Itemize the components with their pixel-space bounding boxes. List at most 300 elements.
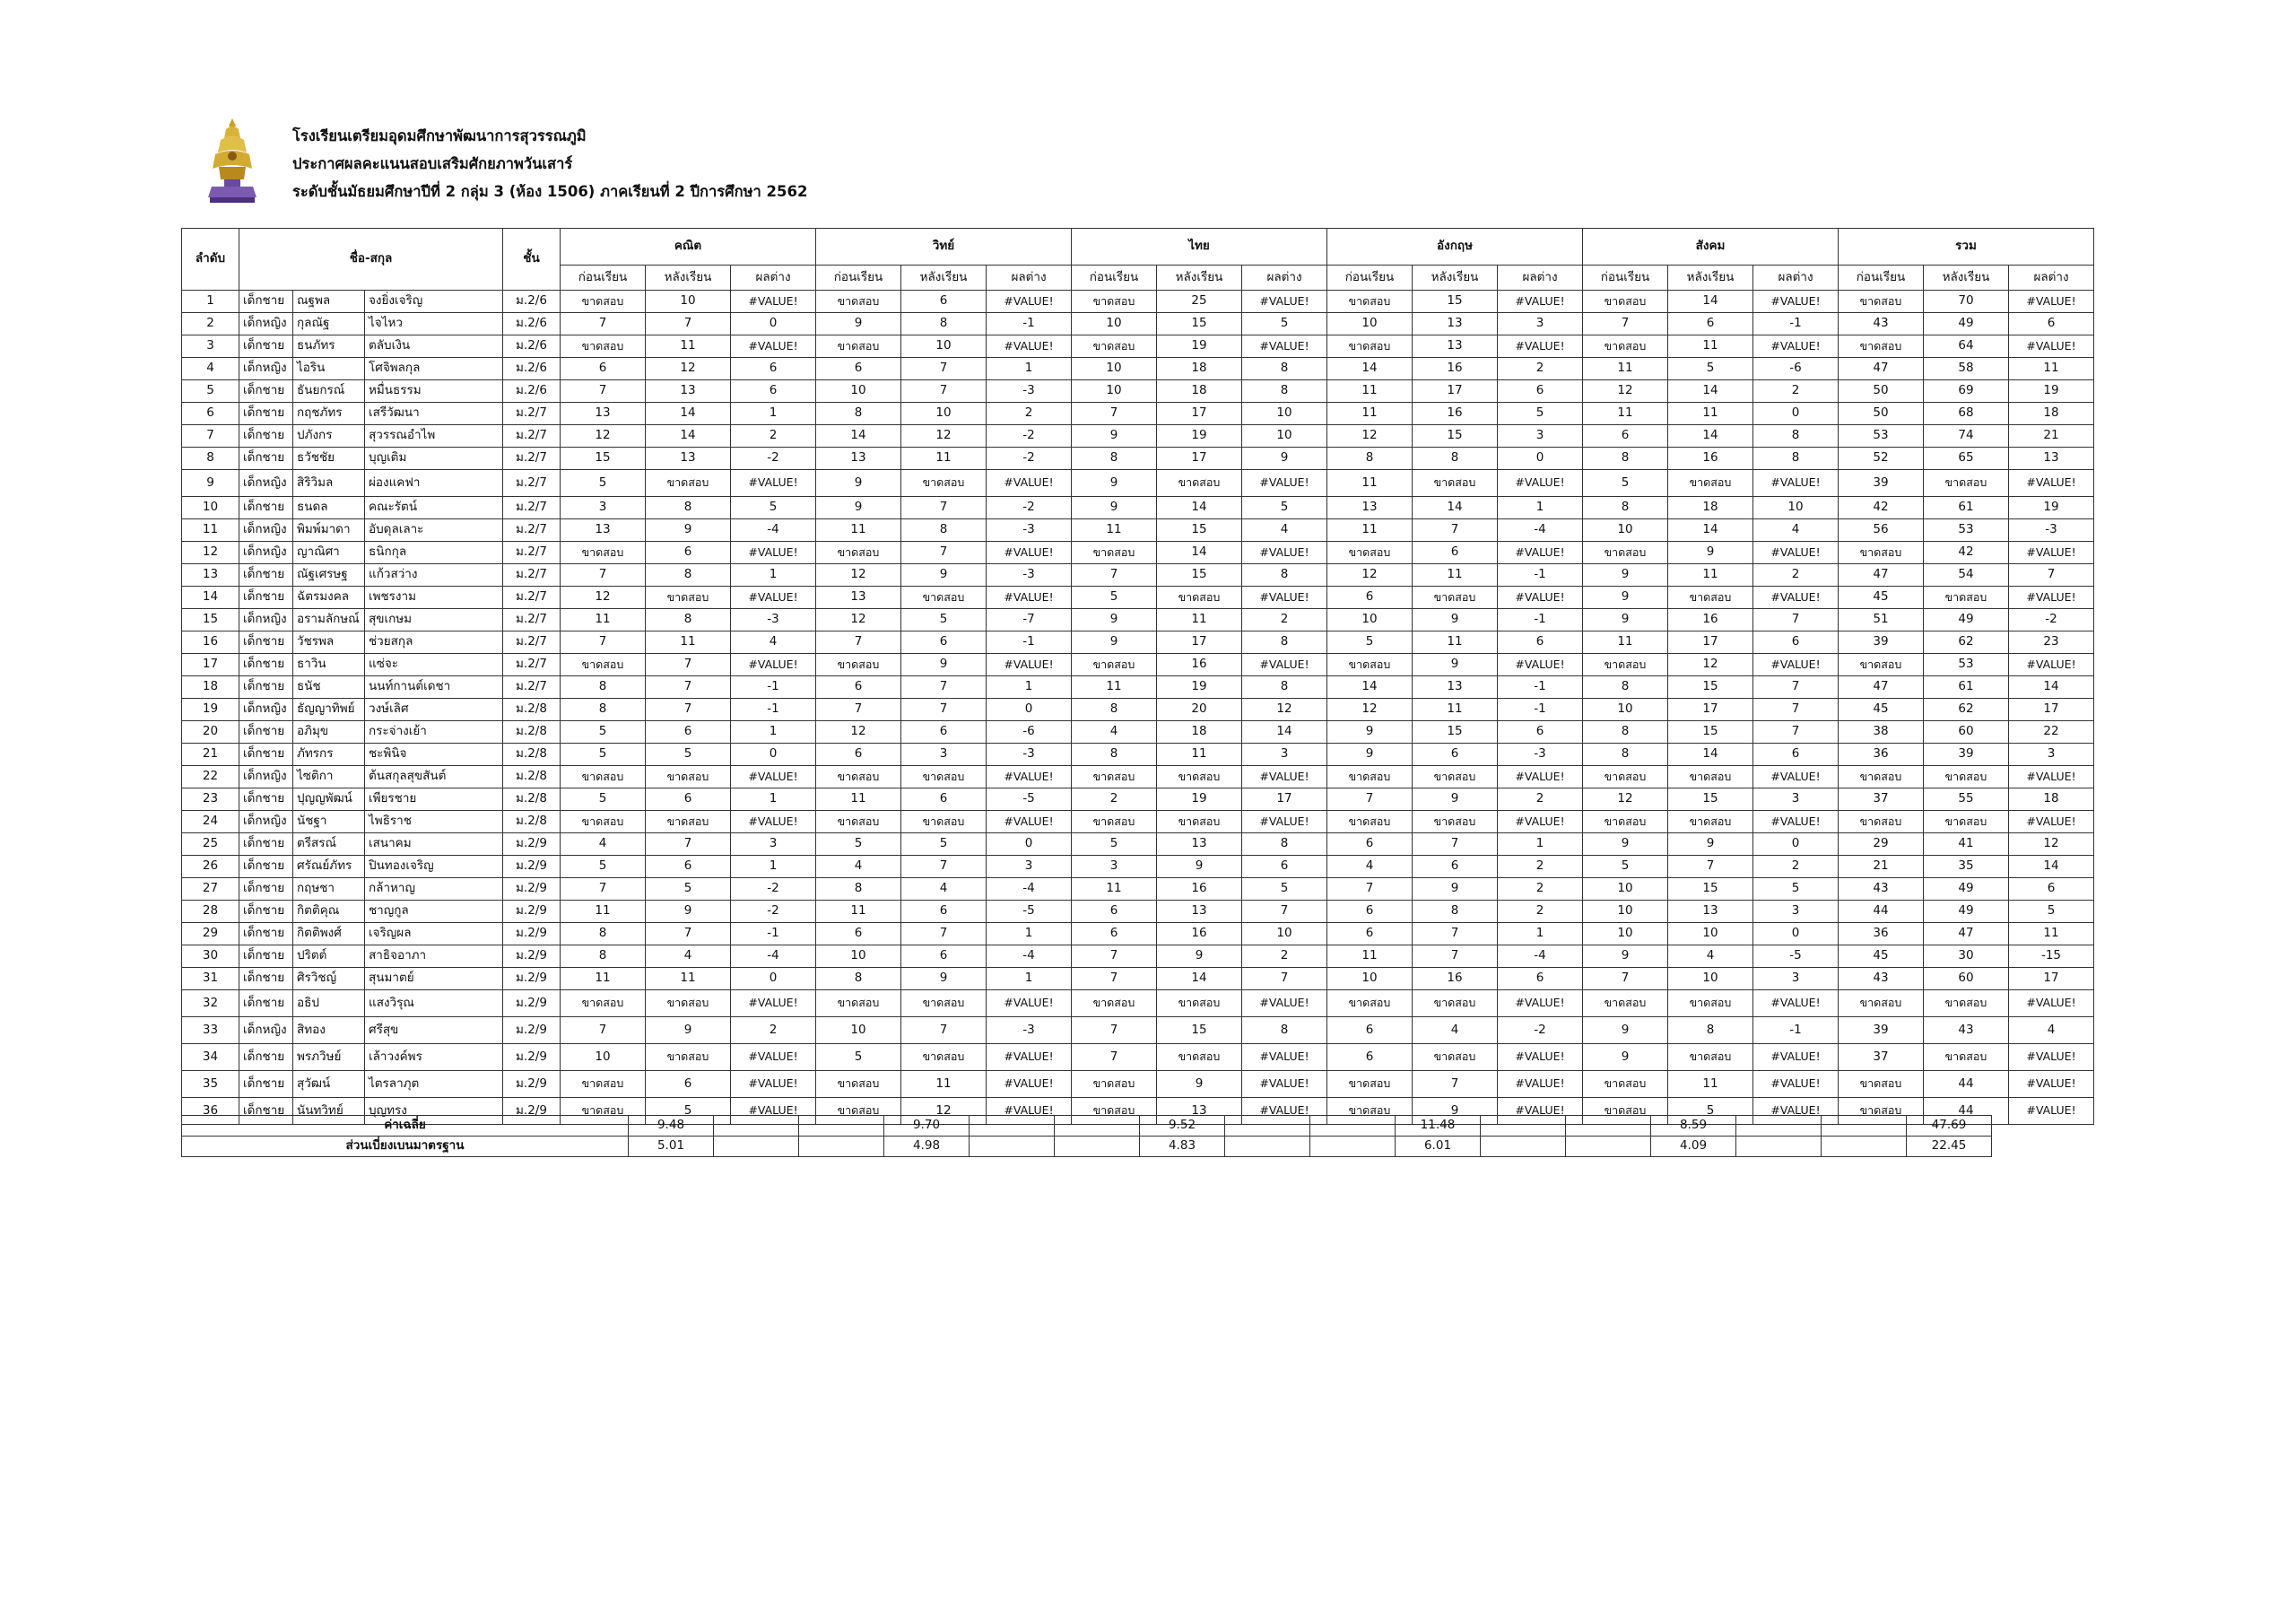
score-cell: 10	[1583, 699, 1668, 721]
class-cell: ม.2/6	[503, 358, 561, 380]
score-cell: #VALUE!	[1753, 990, 1839, 1017]
stats-value: 47.69	[1907, 1116, 1992, 1137]
score-cell: 7	[901, 358, 987, 380]
score-cell: 68	[1924, 403, 2009, 425]
score-cell: 11	[816, 788, 901, 811]
col-header-class: ชั้น	[503, 229, 561, 291]
score-cell: 10	[1668, 923, 1753, 945]
student-first-name: ธัญญาทิพย์	[293, 699, 365, 721]
score-cell: 14	[1157, 497, 1242, 519]
stats-row	[182, 1137, 2162, 1157]
score-cell: ขาดสอบ	[561, 990, 646, 1017]
score-cell: 9	[816, 497, 901, 519]
score-cell: 8	[1327, 448, 1413, 470]
score-cell: 9	[1072, 497, 1157, 519]
score-cell: 49	[1924, 609, 2009, 631]
class-cell: ม.2/7	[503, 542, 561, 564]
score-cell: 10	[1327, 609, 1413, 631]
score-cell: 62	[1924, 631, 2009, 654]
student-first-name: ธันยกรณ์	[293, 380, 365, 403]
score-cell: 30	[1924, 945, 2009, 968]
col-header-math: คณิต	[561, 229, 816, 266]
score-cell: 5	[561, 470, 646, 497]
student-first-name: กิตติพงศ์	[293, 923, 365, 945]
stats-empty-cell	[799, 1137, 884, 1157]
score-cell: ขาดสอบ	[646, 811, 731, 833]
score-cell: 11	[1157, 609, 1242, 631]
score-cell: 11	[1072, 878, 1157, 901]
student-last-name: กระจ่างเย้า	[365, 721, 503, 744]
score-cell: 10	[816, 1017, 901, 1044]
score-cell: 11	[1668, 564, 1753, 587]
score-cell: 1	[731, 403, 816, 425]
score-cell: 7	[646, 654, 731, 676]
student-first-name: วัชรพล	[293, 631, 365, 654]
score-cell: ขาดสอบ	[1072, 766, 1157, 788]
student-title: เด็กชาย	[239, 425, 293, 448]
student-title: เด็กหญิง	[239, 1017, 293, 1044]
row-number: 31	[182, 968, 239, 990]
score-cell: ขาดสอบ	[1583, 990, 1668, 1017]
table-row	[182, 744, 2094, 766]
score-cell: 12	[1583, 788, 1668, 811]
student-last-name: หมื่นธรรม	[365, 380, 503, 403]
score-cell: 1	[1498, 923, 1583, 945]
stats-value: 5.01	[629, 1137, 714, 1157]
score-cell: 74	[1924, 425, 2009, 448]
student-last-name: สุนมาตย์	[365, 968, 503, 990]
score-cell: 7	[816, 631, 901, 654]
score-cell: 6	[1413, 856, 1498, 878]
score-cell: 12	[1242, 699, 1327, 721]
score-cell: #VALUE!	[1753, 470, 1839, 497]
score-cell: 14	[1157, 968, 1242, 990]
score-cell: 11	[1327, 403, 1413, 425]
stats-empty-cell	[1566, 1116, 1651, 1137]
student-first-name: อธิป	[293, 990, 365, 1017]
student-last-name: อับดุลเลาะ	[365, 519, 503, 542]
score-cell: 7	[561, 878, 646, 901]
student-last-name: สาธิจอาภา	[365, 945, 503, 968]
class-cell: ม.2/6	[503, 313, 561, 335]
score-cell: 9	[816, 313, 901, 335]
score-cell: 13	[646, 380, 731, 403]
score-cell: ขาดสอบ	[1839, 766, 1924, 788]
score-cell: ขาดสอบ	[1583, 542, 1668, 564]
class-cell: ม.2/9	[503, 923, 561, 945]
score-cell: 11	[1157, 744, 1242, 766]
score-cell: 2	[1498, 788, 1583, 811]
score-cell: 0	[731, 313, 816, 335]
score-cell: 5	[1242, 313, 1327, 335]
score-cell: 16	[1668, 448, 1753, 470]
score-cell: 12	[1668, 654, 1753, 676]
score-cell: #VALUE!	[1753, 1098, 1839, 1125]
score-cell: 2	[731, 425, 816, 448]
score-cell: ขาดสอบ	[1327, 811, 1413, 833]
score-cell: 6	[1498, 631, 1583, 654]
score-cell: ขาดสอบ	[1413, 766, 1498, 788]
score-cell: ขาดสอบ	[901, 766, 987, 788]
score-cell: 8	[1583, 721, 1668, 744]
score-cell: 6	[2009, 313, 2094, 335]
stats-empty-cell	[970, 1116, 1055, 1137]
table-row	[182, 291, 2094, 313]
class-cell: ม.2/8	[503, 721, 561, 744]
row-number: 7	[182, 425, 239, 448]
score-cell: 5	[646, 878, 731, 901]
student-title: เด็กชาย	[239, 721, 293, 744]
score-cell: -2	[1498, 1017, 1583, 1044]
table-row	[182, 403, 2094, 425]
score-cell: 43	[1839, 968, 1924, 990]
score-cell: ขาดสอบ	[1327, 1098, 1413, 1125]
score-cell: 7	[1327, 878, 1413, 901]
score-cell: 10	[1072, 313, 1157, 335]
score-cell: ขาดสอบ	[1668, 766, 1753, 788]
score-cell: 5	[1242, 878, 1327, 901]
score-cell: 5	[731, 497, 816, 519]
student-first-name: กิตติคุณ	[293, 901, 365, 923]
score-cell: #VALUE!	[1753, 587, 1839, 609]
score-cell: ขาดสอบ	[1072, 1098, 1157, 1125]
score-cell: 11	[816, 519, 901, 542]
score-cell: #VALUE!	[1242, 811, 1327, 833]
score-cell: 15	[1157, 519, 1242, 542]
score-cell: 7	[646, 923, 731, 945]
stats-empty-cell	[1225, 1137, 1310, 1157]
score-cell: 6	[816, 744, 901, 766]
student-title: เด็กหญิง	[239, 766, 293, 788]
score-cell: 1	[1498, 833, 1583, 856]
score-cell: 3	[901, 744, 987, 766]
score-cell: -2	[731, 448, 816, 470]
score-cell: 13	[2009, 448, 2094, 470]
stats-value: 4.83	[1140, 1137, 1225, 1157]
score-cell: ขาดสอบ	[1327, 990, 1413, 1017]
stats-empty-cell	[1992, 1116, 2077, 1137]
row-number: 8	[182, 448, 239, 470]
score-cell: 9	[901, 968, 987, 990]
score-cell: 3	[731, 833, 816, 856]
score-cell: #VALUE!	[987, 766, 1072, 788]
class-cell: ม.2/9	[503, 1017, 561, 1044]
table-row	[182, 833, 2094, 856]
score-cell: 15	[1668, 788, 1753, 811]
score-cell: 9	[1327, 721, 1413, 744]
stats-empty-cell	[2077, 1137, 2162, 1157]
score-cell: 8	[1242, 380, 1327, 403]
student-first-name: ภัทรกร	[293, 744, 365, 766]
table-row	[182, 425, 2094, 448]
score-cell: -3	[987, 744, 1072, 766]
student-first-name: ศิรวิชญ์	[293, 968, 365, 990]
score-cell: 10	[1753, 497, 1839, 519]
score-cell: 0	[1498, 448, 1583, 470]
score-cell: 7	[1242, 901, 1327, 923]
student-first-name: พรภวิษย์	[293, 1044, 365, 1071]
score-cell: #VALUE!	[1498, 335, 1583, 358]
score-cell: ขาดสอบ	[1072, 542, 1157, 564]
score-cell: #VALUE!	[1753, 542, 1839, 564]
student-first-name: ธาวิน	[293, 654, 365, 676]
score-cell: ขาดสอบ	[561, 291, 646, 313]
score-cell: ขาดสอบ	[1072, 291, 1157, 313]
score-cell: 7	[901, 923, 987, 945]
score-cell: 6	[816, 676, 901, 699]
score-cell: ขาดสอบ	[1157, 990, 1242, 1017]
score-cell: -1	[1498, 699, 1583, 721]
table-row	[182, 358, 2094, 380]
score-cell: 11	[646, 631, 731, 654]
score-cell: ขาดสอบ	[1924, 470, 2009, 497]
row-number: 32	[182, 990, 239, 1017]
score-cell: #VALUE!	[987, 990, 1072, 1017]
score-cell: 49	[1924, 313, 2009, 335]
score-cell: ขาดสอบ	[901, 1044, 987, 1071]
score-cell: 17	[1157, 403, 1242, 425]
stats-empty-cell	[1481, 1137, 1566, 1157]
class-cell: ม.2/7	[503, 448, 561, 470]
score-cell: 13	[1413, 676, 1498, 699]
score-cell: 1	[987, 968, 1072, 990]
stats-empty-cell	[1310, 1137, 1396, 1157]
student-first-name: ธนัช	[293, 676, 365, 699]
score-cell: #VALUE!	[1498, 470, 1583, 497]
student-first-name: สิริวิมล	[293, 470, 365, 497]
score-cell: 10	[816, 945, 901, 968]
score-cell: 8	[561, 923, 646, 945]
score-cell: 43	[1924, 1017, 2009, 1044]
score-cell: 10	[901, 403, 987, 425]
document-header	[204, 117, 1012, 215]
score-cell: 15	[1413, 721, 1498, 744]
score-cell: 12	[2009, 833, 2094, 856]
student-title: เด็กชาย	[239, 833, 293, 856]
student-title: เด็กหญิง	[239, 313, 293, 335]
score-cell: 7	[1072, 403, 1157, 425]
subheader-cell: ก่อนเรียน	[561, 266, 646, 291]
score-cell: 61	[1924, 676, 2009, 699]
score-cell: 9	[1413, 1098, 1498, 1125]
score-cell: 11	[1668, 403, 1753, 425]
score-cell: 11	[1668, 335, 1753, 358]
row-number: 1	[182, 291, 239, 313]
score-cell: 10	[1242, 425, 1327, 448]
score-cell: 14	[1413, 497, 1498, 519]
row-number: 16	[182, 631, 239, 654]
col-header-english: อังกฤษ	[1327, 229, 1583, 266]
score-cell: 7	[1072, 564, 1157, 587]
score-cell: #VALUE!	[987, 335, 1072, 358]
student-title: เด็กหญิง	[239, 358, 293, 380]
score-cell: 10	[901, 335, 987, 358]
stats-value: 4.98	[884, 1137, 970, 1157]
score-cell: 6	[2009, 878, 2094, 901]
table-row	[182, 519, 2094, 542]
score-cell: 8	[561, 945, 646, 968]
score-cell: ขาดสอบ	[1839, 990, 1924, 1017]
score-cell: 64	[1924, 335, 2009, 358]
score-cell: 5	[561, 788, 646, 811]
score-cell: -3	[1498, 744, 1583, 766]
score-cell: 6	[1327, 1044, 1413, 1071]
score-cell: -1	[1498, 564, 1583, 587]
score-cell: #VALUE!	[1753, 811, 1839, 833]
score-cell: 17	[2009, 699, 2094, 721]
score-cell: 14	[1668, 744, 1753, 766]
student-last-name: เพียรชาย	[365, 788, 503, 811]
score-cell: 8	[1413, 448, 1498, 470]
row-number: 5	[182, 380, 239, 403]
score-cell: 15	[1157, 1017, 1242, 1044]
row-number: 26	[182, 856, 239, 878]
score-cell: 20	[1157, 699, 1242, 721]
score-cell: 65	[1924, 448, 2009, 470]
class-cell: ม.2/7	[503, 403, 561, 425]
score-cell: 7	[1583, 968, 1668, 990]
score-cell: 12	[816, 609, 901, 631]
class-cell: ม.2/8	[503, 766, 561, 788]
score-cell: -3	[987, 519, 1072, 542]
score-cell: 5	[1668, 358, 1753, 380]
score-cell: 3	[561, 497, 646, 519]
score-cell: 11	[1413, 631, 1498, 654]
table-row	[182, 564, 2094, 587]
score-cell: 7	[1242, 968, 1327, 990]
score-cell: 8	[1242, 1017, 1327, 1044]
score-cell: 4	[1668, 945, 1753, 968]
score-cell: 8	[816, 968, 901, 990]
student-last-name: แซ่จะ	[365, 654, 503, 676]
score-cell: 53	[1839, 425, 1924, 448]
score-cell: ขาดสอบ	[1072, 811, 1157, 833]
score-cell: ขาดสอบ	[561, 654, 646, 676]
score-cell: ขาดสอบ	[561, 1098, 646, 1125]
score-cell: 8	[1583, 497, 1668, 519]
score-cell: 14	[2009, 856, 2094, 878]
class-cell: ม.2/8	[503, 744, 561, 766]
class-cell: ม.2/8	[503, 788, 561, 811]
score-cell: -2	[731, 878, 816, 901]
score-cell: 12	[561, 587, 646, 609]
score-cell: #VALUE!	[2009, 1098, 2094, 1125]
score-cell: 8	[646, 609, 731, 631]
score-cell: ขาดสอบ	[646, 990, 731, 1017]
student-title: เด็กชาย	[239, 1098, 293, 1125]
score-cell: 10	[1668, 968, 1753, 990]
score-cell: 13	[1157, 901, 1242, 923]
score-cell: 35	[1924, 856, 2009, 878]
score-cell: ขาดสอบ	[1924, 587, 2009, 609]
score-cell: #VALUE!	[731, 335, 816, 358]
score-cell: 8	[1072, 448, 1157, 470]
score-cell: 39	[1839, 470, 1924, 497]
score-cell: ขาดสอบ	[1157, 811, 1242, 833]
score-cell: 50	[1839, 380, 1924, 403]
score-cell: 11	[1072, 519, 1157, 542]
score-cell: 7	[1753, 721, 1839, 744]
score-cell: 6	[901, 291, 987, 313]
table-row	[182, 609, 2094, 631]
score-cell: #VALUE!	[1498, 291, 1583, 313]
score-cell: 12	[816, 564, 901, 587]
score-cell: 17	[1242, 788, 1327, 811]
score-cell: 19	[1157, 425, 1242, 448]
score-cell: #VALUE!	[1498, 587, 1583, 609]
score-cell: 42	[1924, 542, 2009, 564]
score-cell: 6	[1242, 856, 1327, 878]
table-row	[182, 676, 2094, 699]
score-cell: 6	[816, 923, 901, 945]
score-cell: 8	[816, 878, 901, 901]
score-cell: 17	[1413, 380, 1498, 403]
score-cell: 13	[561, 519, 646, 542]
stats-empty-cell	[970, 1137, 1055, 1157]
table-row	[182, 470, 2094, 497]
subheader-cell: ก่อนเรียน	[1072, 266, 1157, 291]
score-cell: #VALUE!	[1498, 766, 1583, 788]
row-number: 28	[182, 901, 239, 923]
student-title: เด็กหญิง	[239, 542, 293, 564]
stats-empty-cell	[1225, 1116, 1310, 1137]
stats-label: ค่าเฉลี่ย	[182, 1116, 629, 1137]
score-cell: -3	[731, 609, 816, 631]
score-cell: 3	[2009, 744, 2094, 766]
table-row	[182, 1071, 2094, 1098]
stats-empty-cell	[714, 1137, 799, 1157]
student-first-name: กฤชภัทร	[293, 403, 365, 425]
score-cell: 7	[1413, 945, 1498, 968]
score-cell: 6	[1327, 1017, 1413, 1044]
score-cell: 0	[1753, 403, 1839, 425]
row-number: 3	[182, 335, 239, 358]
score-cell: -6	[987, 721, 1072, 744]
score-cell: 14	[646, 425, 731, 448]
student-last-name: บุญทรง	[365, 1098, 503, 1125]
school-name: โรงเรียนเตรียมอุดมศึกษาพัฒนาการสุวรรณภูมิ	[292, 127, 587, 144]
score-cell: ขาดสอบ	[816, 335, 901, 358]
score-cell: 15	[1157, 564, 1242, 587]
score-cell: #VALUE!	[1242, 1098, 1327, 1125]
score-cell: 3	[1242, 744, 1327, 766]
table-row	[182, 1017, 2094, 1044]
score-cell: 7	[1327, 788, 1413, 811]
score-cell: 14	[1668, 519, 1753, 542]
student-title: เด็กชาย	[239, 380, 293, 403]
score-cell: ขาดสอบ	[816, 811, 901, 833]
score-cell: 18	[2009, 403, 2094, 425]
table-row	[182, 335, 2094, 358]
score-cell: 1	[987, 676, 1072, 699]
row-number: 13	[182, 564, 239, 587]
score-cell: 14	[816, 425, 901, 448]
table-row	[182, 811, 2094, 833]
score-cell: 7	[1413, 1071, 1498, 1098]
score-cell: 7	[901, 380, 987, 403]
score-cell: 6	[1327, 923, 1413, 945]
student-title: เด็กชาย	[239, 945, 293, 968]
student-last-name: กล้าหาญ	[365, 878, 503, 901]
student-last-name: เสรีวัฒนา	[365, 403, 503, 425]
student-title: เด็กหญิง	[239, 811, 293, 833]
score-cell: 1	[1498, 497, 1583, 519]
score-cell: 10	[1072, 358, 1157, 380]
score-cell: ขาดสอบ	[1327, 766, 1413, 788]
score-cell: ขาดสอบ	[1839, 291, 1924, 313]
class-cell: ม.2/7	[503, 519, 561, 542]
score-cell: 6	[1327, 901, 1413, 923]
